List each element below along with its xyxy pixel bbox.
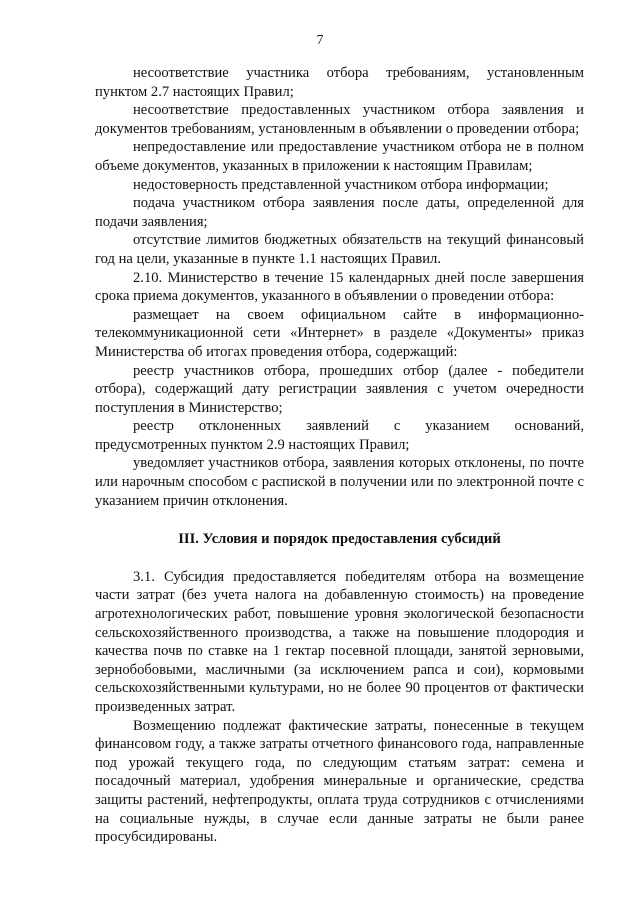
paragraph: реестр отклоненных заявлений с указанием оснований, предусмотренных пунктом 2.9 настоящих Правил; xyxy=(95,418,584,453)
paragraph: несоответствие участника отбора требованиям, установленным пунктом 2.7 настоящих Правил; xyxy=(95,65,584,100)
document-body xyxy=(95,64,584,847)
paragraph: 2.10. Министерство в течение 15 календарных дней после завершения срока приема документов, указанного в объявлении о проведении отбора: xyxy=(95,269,584,305)
paragraph: Возмещению подлежат фактические затраты, понесенные в текущем финансовом году, а также затраты отчетного финансового года, направленные под урожай текущего года, по следующим статьям затрат: семена и посадочный материал, удобрения минеральные и органические, средства защиты растений, нефтепродукты, оплата труда сотрудников с отчислениями на социальные нужды, в случае если данные затраты не были ранее просубсидированы. xyxy=(95,717,584,846)
section-title: III. Условия и порядок предоставления субсидий xyxy=(178,531,501,548)
paragraph: несоответствие предоставленных участником отбора заявления и документов требованиям, установленным в объявлении о проведении отбора; xyxy=(95,102,584,137)
paragraph: реестр участников отбора, прошедших отбор (далее - победители отбора), содержащий дату регистрации заявления с учетом очередности поступления в Министерство; xyxy=(95,362,584,416)
paragraph: отсутствие лимитов бюджетных обязательств на текущий финансовый год на цели, указанные в пункте 1.1 настоящих Правил. xyxy=(95,232,584,267)
paragraph: подача участником отбора заявления после даты, определенной для подачи заявления; xyxy=(95,195,584,230)
paragraph: уведомляет участников отбора, заявления которых отклонены, по почте или нарочным способом с распиской в получении или по электронной почте с указанием причин отклонения. xyxy=(95,455,584,509)
page-number: 7 xyxy=(316,32,324,47)
paragraph: недостоверность представленной участником отбора информации; xyxy=(133,176,549,193)
paragraph: размещает на своем официальном сайте в информационно-телекоммуникационной сети «Интернет» в разделе «Документы» приказ Министерства об итогах проведения отбора, содержащий: xyxy=(95,306,584,360)
paragraph: непредоставление или предоставление участником отбора не в полном объеме документов, указанных в приложении к настоящим Правилам; xyxy=(95,139,584,174)
paragraph: 3.1. Субсидия предоставляется победителям отбора на возмещение части затрат (без учета налога на добавленную стоимость) на проведение агротехнологических работ, повышение уровня экологической безопасности сельскохозяйственного производства, а также на повышение плодородия и качества почв по ставке на 1 гектар посевной площади, занятой зерновыми, зернобобовыми, масличными (за исключением рапса и сои), кормовыми сельскохозяйственными культурами, но не более 90 процентов от фактически произведенных затрат. xyxy=(95,568,584,715)
